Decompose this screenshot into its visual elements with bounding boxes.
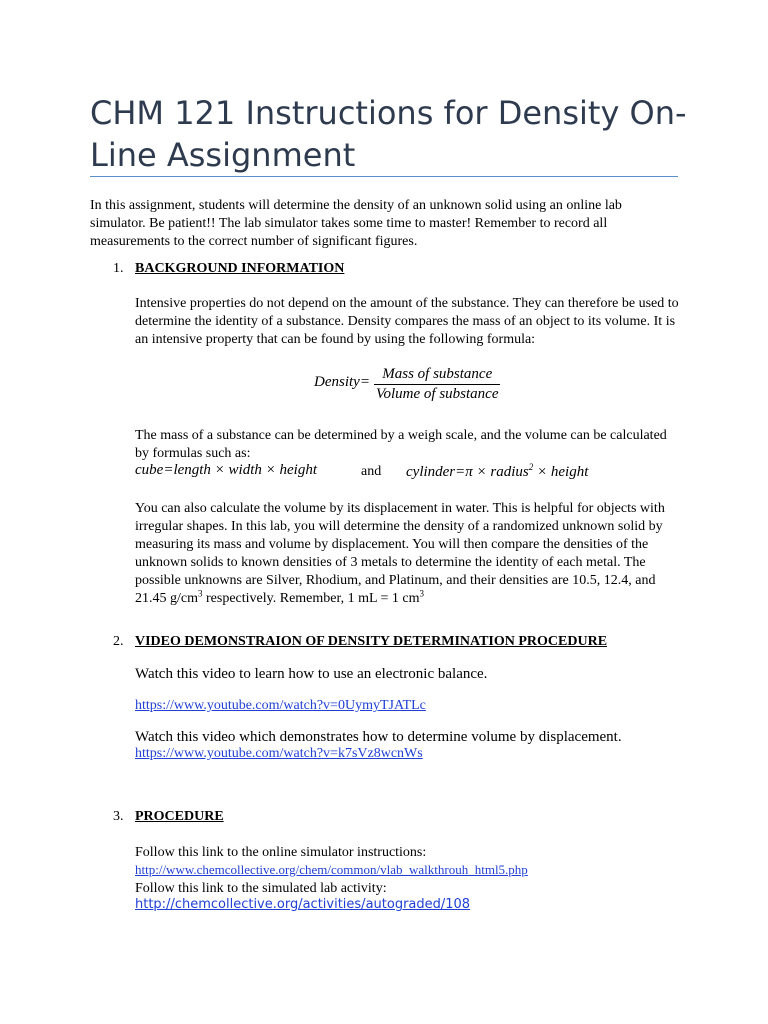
background-paragraph-3 bbox=[135, 500, 680, 608]
procedure-text-1: Follow this link to the online simulator instructions: bbox=[135, 845, 427, 860]
p3-main-text: You can also calculate the volume by its displacement in water. This is helpful for objects with irregular shapes. In this lab, you will determine the density of a randomized unknown solid by measuring its mass and volume by displacement. You will then compare the densities of the unknown solids to known densities of 3 metals to determine the identity of each metal. The possible unknowns are Silver, Rhodium, and Platinum, and their densities are 10.5, 12.4, and 21.45 g/cm bbox=[135, 501, 665, 606]
video-link-balance[interactable]: https://www.youtube.com/watch?v=0UymyTJATLc bbox=[135, 698, 426, 713]
p3-mid-text: respectively. Remember, 1 mL = 1 cm bbox=[202, 591, 420, 606]
section-2-heading: VIDEO DEMONSTRAION OF DENSITY DETERMINATION PROCEDURE bbox=[135, 634, 608, 649]
procedure-text-2: Follow this link to the simulated lab activity: bbox=[135, 881, 387, 896]
section-3-heading: PROCEDURE bbox=[135, 809, 224, 824]
video-text-2: Watch this video which demonstrates how to determine volume by displacement. bbox=[135, 729, 622, 745]
cylinder-formula-tail: × height bbox=[533, 464, 589, 480]
p3-superscript-1: 3 bbox=[198, 588, 203, 599]
formula-numerator: Mass of substance bbox=[382, 366, 493, 382]
cube-formula: cube=length × width × height bbox=[135, 462, 318, 478]
background-paragraph-2: The mass of a substance can be determined by a weigh scale, and the volume can be calculated by formulas such as: bbox=[135, 428, 667, 461]
title-underline-divider bbox=[90, 176, 678, 177]
cylinder-exponent: 2 bbox=[528, 462, 534, 472]
video-text-1: Watch this video to learn how to use an electronic balance. bbox=[135, 666, 488, 682]
section-1-number: 1. bbox=[113, 261, 124, 276]
formula-fraction bbox=[374, 366, 500, 403]
procedure-link-activity[interactable]: http://chemcollective.org/activities/autograded/108 bbox=[135, 897, 471, 912]
document-title: CHM 121 Instructions for Density On-Line Assignment bbox=[90, 94, 687, 174]
fraction-bar bbox=[374, 384, 500, 385]
p3-superscript-2: 3 bbox=[419, 588, 425, 599]
section-3-number: 3. bbox=[113, 809, 124, 824]
procedure-link-instructions[interactable]: http://www.chemcollective.org/chem/common/vlab_walkthrouh_html5.php bbox=[135, 862, 528, 877]
background-paragraph-1: Intensive properties do not depend on the amount of the substance. They can therefore be used to determine the identity of a substance. Density compares the mass of an object to its volume. It is an intensive property that can be found by using the following formula: bbox=[135, 296, 679, 347]
formula-denominator: Volume of substance bbox=[376, 386, 499, 402]
video-link-displacement[interactable]: https://www.youtube.com/watch?v=k7sVz8wcnWs bbox=[135, 746, 423, 761]
cylinder-formula-main: cylinder=π × radius bbox=[406, 464, 529, 480]
section-2-number: 2. bbox=[113, 634, 124, 649]
formula-lhs: Density= bbox=[314, 374, 370, 390]
and-connector: and bbox=[361, 464, 382, 479]
intro-paragraph: In this assignment, students will determine the density of an unknown solid using an online lab simulator. Be patient!! The lab simulator takes some time to master! Remember to record all measurements to the correct number of significant figures. bbox=[90, 198, 622, 249]
section-1-heading: BACKGROUND INFORMATION bbox=[135, 261, 345, 276]
cylinder-formula bbox=[406, 464, 588, 481]
